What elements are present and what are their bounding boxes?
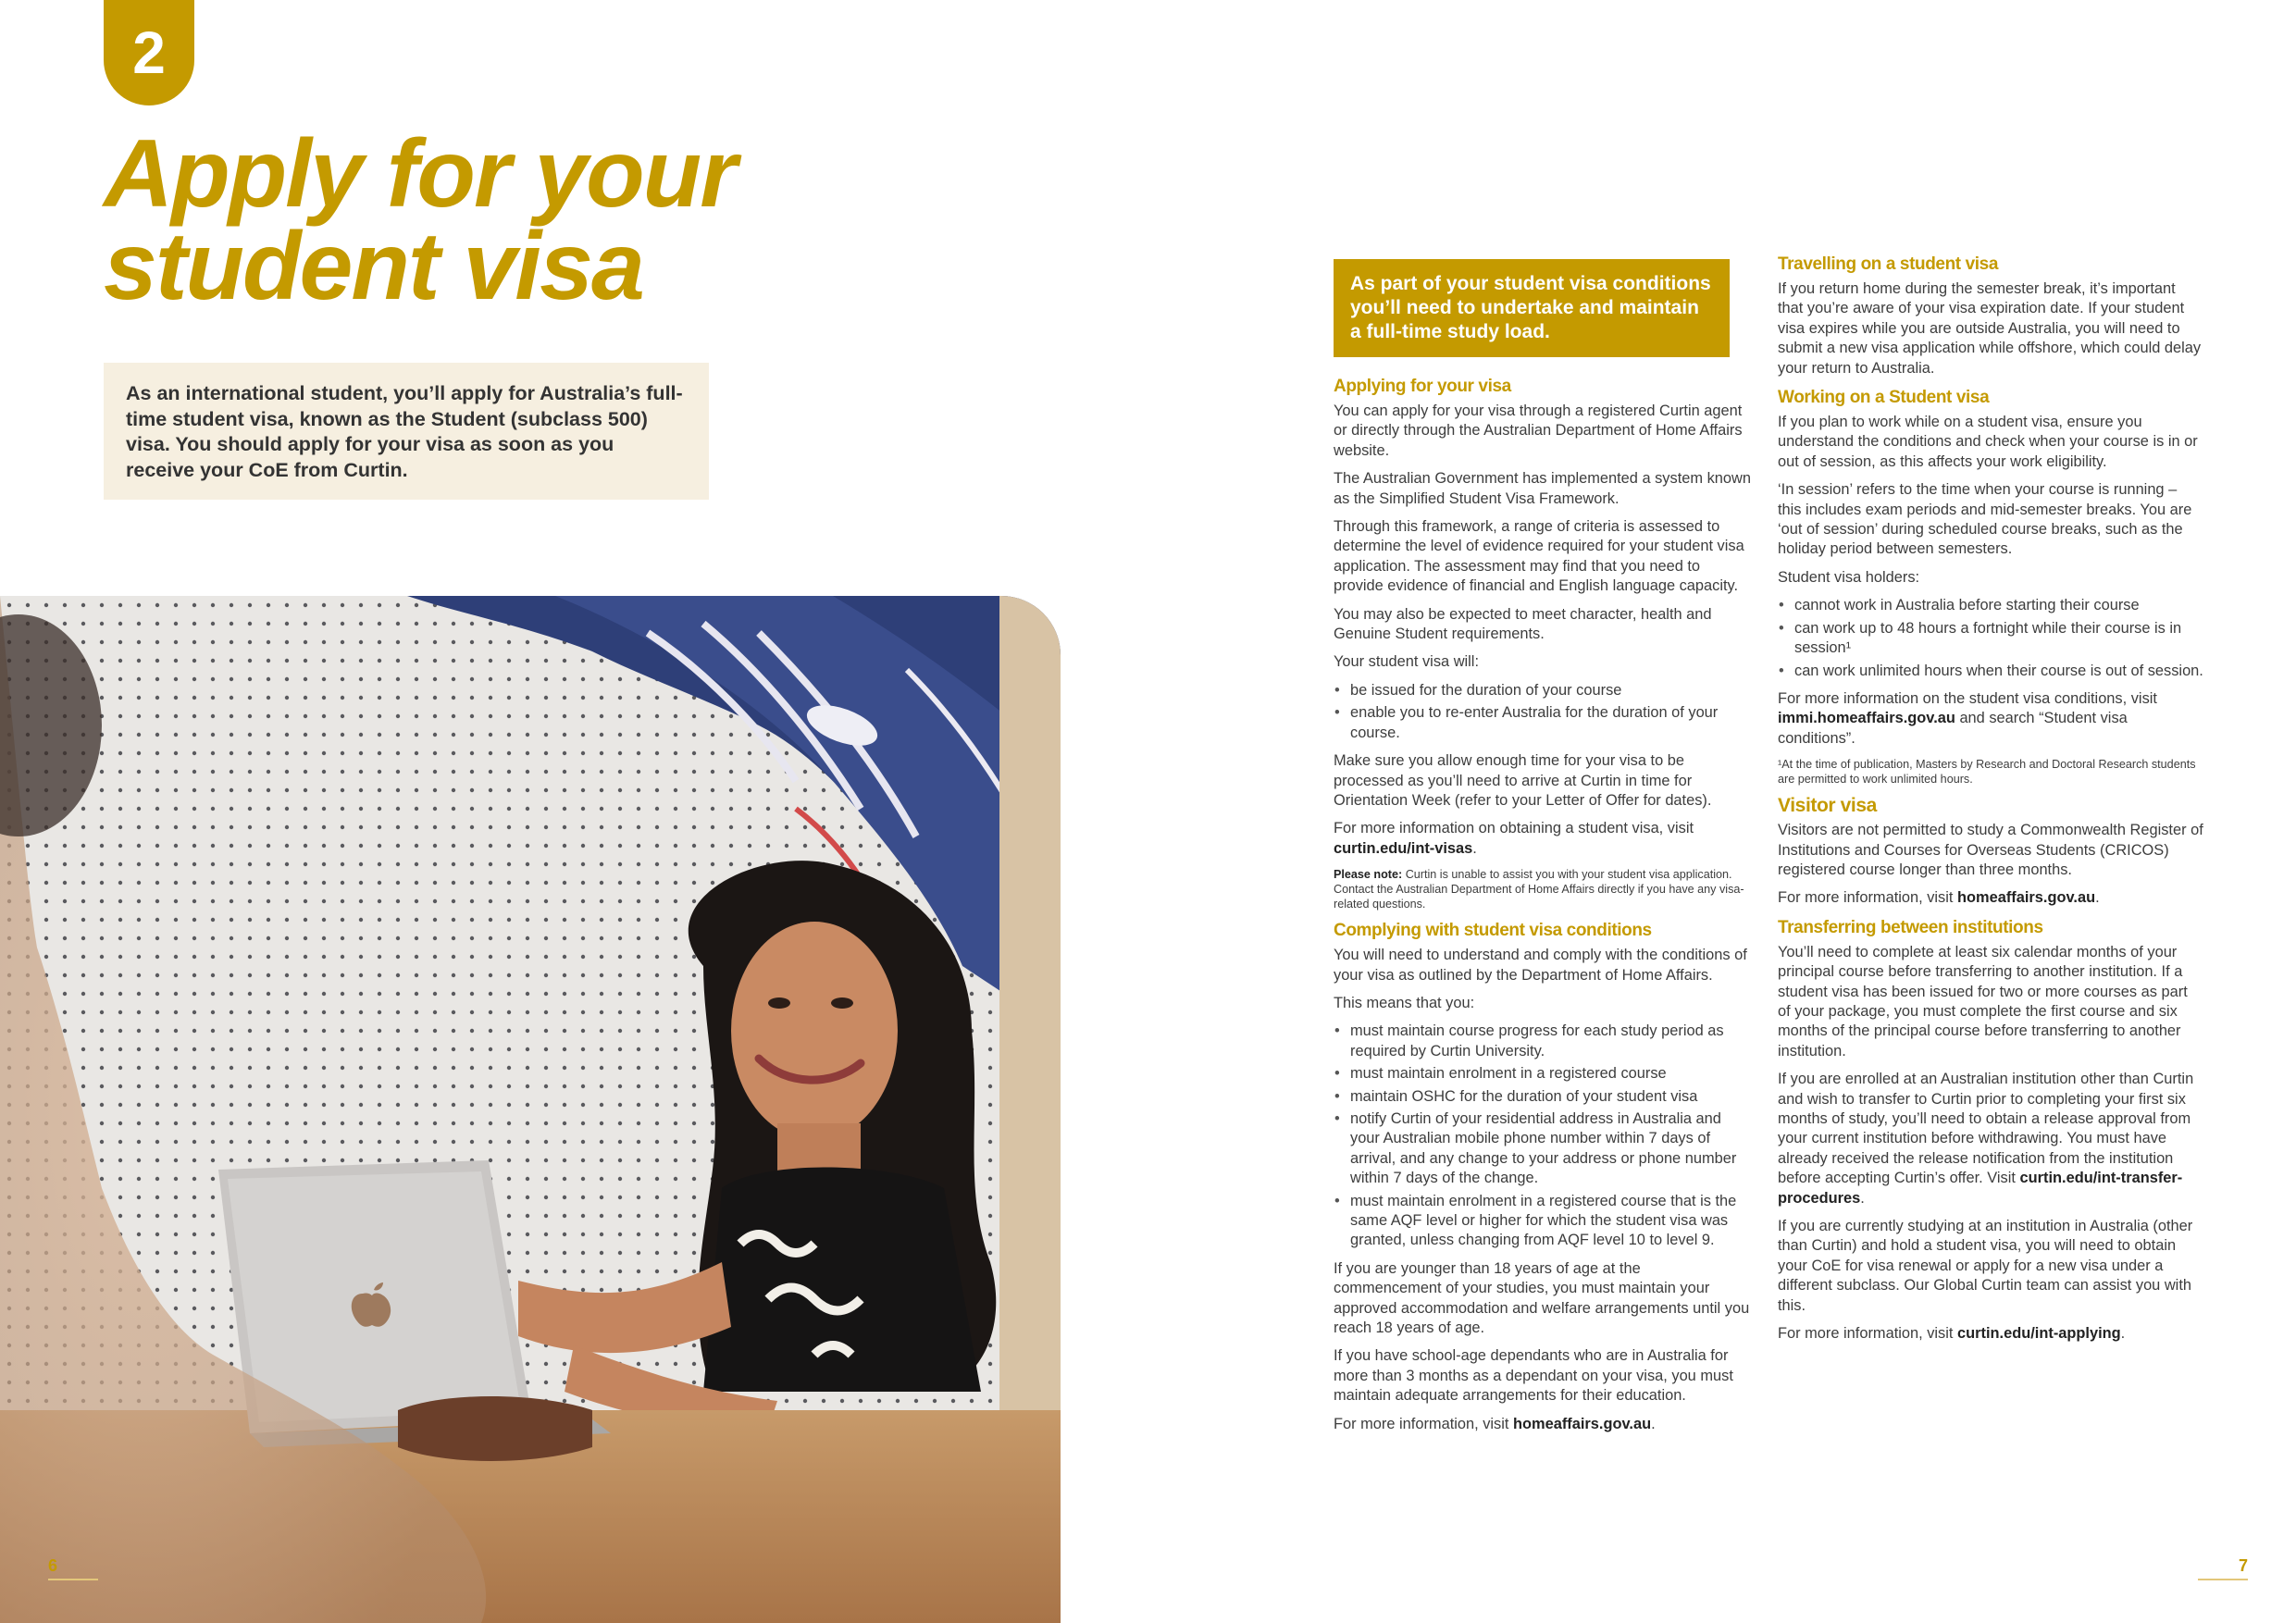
applying-p1: You can apply for your visa through a registered Curtin agent or directly through the Australian Department of Home Affairs website.: [1334, 403, 1743, 459]
page-number-right: 7: [2238, 1556, 2248, 1575]
applying-more-info: [1334, 819, 1752, 859]
homeaffairs-link[interactable]: homeaffairs.gov.au: [1513, 1415, 1652, 1432]
page-number-rule-left: [48, 1579, 98, 1580]
right-column-1: [1334, 259, 1752, 1443]
page-title: [104, 120, 736, 320]
please-note: [1334, 867, 1752, 911]
visa-holders-list: [1778, 596, 2203, 681]
list-item: • can work unlimited hours when their course is out of session.: [1794, 662, 2203, 681]
page-number-left: 6: [48, 1556, 58, 1575]
working-p2: ‘In session’ refers to the time when your course is running – this includes exam periods and mid-semester breaks. You are ‘out of session’ during scheduled course breaks, such as the holiday period between semesters.: [1778, 481, 2192, 558]
applying-p6: Make sure you allow enough time for your visa to be processed as you’ll need to arrive at Curtin in time for Orientation Week (refer to your Letter of Offer for dates).: [1334, 752, 1712, 809]
curtin-int-applying-link[interactable]: curtin.edu/int-applying: [1957, 1325, 2121, 1343]
full-time-study-callout: [1334, 259, 1730, 357]
travelling-heading: Travelling on a student visa: [1778, 254, 1998, 274]
complying-p2: This means that you:: [1334, 994, 1475, 1011]
transferring-heading: Transferring between institutions: [1778, 917, 2043, 937]
callout-text: As part of your student visa conditions you’ll need to undertake and maintain a full-time study load.: [1350, 273, 1711, 342]
student-visa-will-list: [1334, 681, 1752, 743]
chapter-number: 2: [132, 19, 166, 86]
list-item: • notify Curtin of your residential address in Australia and your Australian mobile phone number within 7 days of arrival, and any change to your address or phone number within 7 days of the change.: [1350, 1109, 1752, 1189]
more-info-suffix: .: [2120, 1325, 2126, 1343]
list-item: • enable you to re-enter Australia for the duration of your course.: [1350, 703, 1752, 743]
applying-p2: The Australian Government has implemented a system known as the Simplified Student Visa Framework.: [1334, 470, 1751, 507]
list-item: • be issued for the duration of your course: [1350, 681, 1752, 700]
curtin-int-visas-link[interactable]: curtin.edu/int-visas: [1334, 839, 1473, 857]
applying-p5: Your student visa will:: [1334, 653, 1480, 671]
list-item: • must maintain course progress for each study period as required by Curtin University.: [1350, 1022, 1752, 1061]
visa-conditions-list: [1334, 1022, 1752, 1250]
more-info-suffix: and search “Student visa conditions”.: [1778, 710, 2128, 747]
working-p3: Student visa holders:: [1778, 568, 1920, 586]
homeaffairs-link-2[interactable]: homeaffairs.gov.au: [1957, 889, 2096, 907]
more-info-prefix: For more information, visit: [1778, 1325, 1958, 1343]
complying-p3: If you are younger than 18 years of age at the commencement of your studies, you must maintain your approved accommodation and welfare arrangements until you reach 18 years of age.: [1334, 1259, 1750, 1337]
more-info-suffix: .: [2095, 889, 2100, 907]
more-info-suffix: .: [1651, 1415, 1656, 1432]
right-column-2: [1778, 254, 2203, 1352]
transferring-p1: You’ll need to complete at least six calendar months of your principal course before transferring to another institution. If a student visa has been issued for two or more courses as part of your package, you must complete the first course and six months of the principal course before transferring to another institution.: [1778, 943, 2188, 1059]
list-item: • must maintain enrolment in a registered course that is the same AQF level or higher for which the student visa was granted, unless changing from AQF level 10 to level 9.: [1350, 1192, 1752, 1251]
complying-p4: If you have school-age dependants who are in Australia for more than 3 months as a dependant on your visa, you must maintain adequate arrangements for their education.: [1334, 1347, 1733, 1405]
curtin-transfer-procedures-link[interactable]: curtin.edu/int-transfer-procedures: [1778, 1170, 2183, 1207]
student-with-laptop-photo: [0, 596, 1061, 1623]
list-item: • must maintain enrolment in a registered course: [1350, 1064, 1752, 1084]
transferring-p2-suffix: .: [1860, 1189, 1865, 1207]
list-item: • cannot work in Australia before starting their course: [1794, 596, 2203, 615]
page-number-rule-right: [2198, 1579, 2248, 1580]
intro-box: [104, 363, 709, 500]
complying-p1: You will need to understand and comply with the conditions of your visa as outlined by the Department of Home Affairs.: [1334, 947, 1747, 984]
please-note-text: Curtin is unable to assist you with your student visa application. Contact the Australian Department of Home Affairs directly if you have any visa-related questions.: [1334, 868, 1744, 911]
more-info-prefix: For more information, visit: [1778, 889, 1958, 907]
more-info-prefix: For more information, visit: [1334, 1415, 1514, 1432]
working-p1: If you plan to work while on a student visa, ensure you understand the conditions and check when your course is in or out of session, as this affects your work eligibility.: [1778, 414, 2198, 470]
more-info-prefix: For more information on the student visa conditions, visit: [1778, 689, 2157, 707]
more-info-prefix: For more information on obtaining a student visa, visit: [1334, 820, 1694, 837]
chapter-number-tab: [104, 0, 194, 105]
intro-text: As an international student, you’ll apply for Australia’s full-time student visa, known as the Student (subclass 500) visa. You should apply for your visa as soon as you receive your CoE from Curtin.: [126, 382, 683, 481]
transferring-p2-text: If you are enrolled at an Australian institution other than Curtin and wish to transfer to Curtin prior to completing your first six months of study, you’ll need to obtain a release approval from your current institution before withdrawing. You must have already received the release notification from the institution before accepting Curtin’s offer. Visit: [1778, 1071, 2194, 1187]
page-title-line-2: student visa: [104, 213, 643, 320]
immi-homeaffairs-link[interactable]: immi.homeaffairs.gov.au: [1778, 710, 1955, 727]
applying-p4: You may also be expected to meet character, health and Genuine Student requirements.: [1334, 605, 1712, 643]
more-info-suffix: .: [1472, 839, 1477, 857]
transferring-p2: [1778, 1070, 2203, 1208]
page-title-line-1: Apply for your: [104, 120, 736, 228]
visitor-more-info: [1778, 888, 2203, 908]
applying-p3: Through this framework, a range of criteria is assessed to determine the level of evidence required for your student visa application. The assessment may find that you need to provide evidence of financial and English language capacity.: [1334, 518, 1744, 595]
working-heading: Working on a Student visa: [1778, 388, 1990, 408]
working-more-info: [1778, 689, 2203, 749]
transferring-p3: If you are currently studying at an institution in Australia (other than Curtin) and hold a student visa, you will need to obtain your CoE for visa renewal or apply for a new visa under a different subclass. Our Global Curtin team can assist you with this.: [1778, 1218, 2193, 1314]
transferring-more-info: [1778, 1324, 2203, 1344]
visitor-p1: Visitors are not permitted to study a Commonwealth Register of Institutions and Courses for Overseas Students (CRICOS) registered course longer than three months.: [1778, 822, 2203, 878]
list-item: • can work up to 48 hours a fortnight while their course is in session¹: [1794, 619, 2203, 659]
visitor-heading: Visitor visa: [1778, 795, 1877, 817]
complying-more-info: [1334, 1415, 1752, 1434]
list-item: • maintain OSHC for the duration of your student visa: [1350, 1087, 1752, 1107]
complying-heading: Complying with student visa conditions: [1334, 921, 1652, 941]
applying-heading: Applying for your visa: [1334, 377, 1511, 396]
work-hours-footnote: ¹At the time of publication, Masters by Research and Doctoral Research students are permitted to work unlimited hours.: [1778, 758, 2196, 787]
please-note-label: Please note:: [1334, 868, 1403, 882]
travelling-p1: If you return home during the semester break, it’s important that you’re aware of your visa expiration date. If your student visa expires while you are outside Australia, you will need to submit a new visa application while offshore, which could delay your return to Australia.: [1778, 280, 2202, 377]
